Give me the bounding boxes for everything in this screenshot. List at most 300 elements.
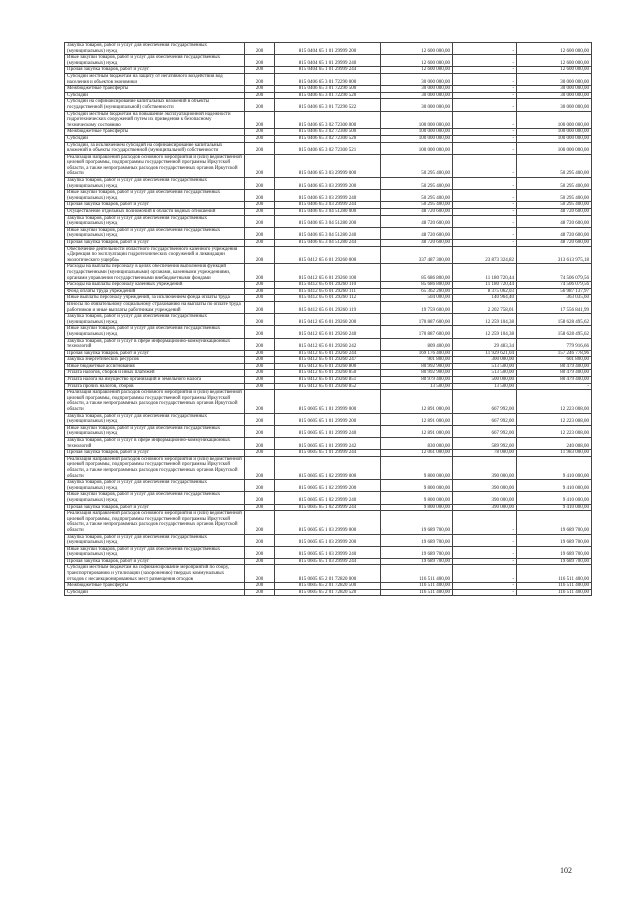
table-row — [65, 86, 592, 93]
row-name-cell: Осуществление отдельных полномочий в области водных отношений — [65, 209, 245, 216]
row-code-cell: 200 — [245, 338, 275, 350]
row-executed-amount-cell: 140 964,40 — [453, 295, 517, 302]
row-approved-amount-cell: 9 800 000,00 — [381, 504, 453, 511]
row-name-cell: Закупка товаров, работ и услуг в сфере информационно-коммуникационных технологий — [65, 438, 245, 450]
row-approved-amount-cell: 116 511 400,00 — [381, 583, 453, 590]
table-row — [65, 67, 592, 74]
row-executed-amount-cell: - — [453, 129, 517, 136]
row-approved-amount-cell: 19 689 700,00 — [381, 511, 453, 534]
table-row — [65, 425, 592, 437]
row-name-cell: Реализация направлений расходов основного мероприятия и (или) ведомственной целевой программы, подпрограммы государственной программы Иркутской области, а также непрограммных расходов государственных органов Иркутской области — [65, 154, 245, 177]
row-executed-amount-cell: 300 000,00 — [453, 357, 517, 364]
row-classification-code-cell: 815 0412 65 6 01 29260 200 — [275, 314, 381, 326]
table-row — [65, 215, 592, 227]
row-approved-amount-cell: 30 000 000,00 — [381, 86, 453, 93]
row-executed-amount-cell: 2 202 758,01 — [453, 301, 517, 313]
row-classification-code-cell: 815 0406 65 3 02 72300 500 — [275, 129, 381, 136]
row-code-cell: 200 — [245, 377, 275, 384]
row-executed-amount-cell: 667 992,00 — [453, 413, 517, 425]
row-name-cell: Закупка товаров, работ и услуг для обеспечения государственных (муниципальных) нужд — [65, 43, 245, 55]
row-executed-amount-cell: - — [453, 227, 517, 239]
row-code-cell: 200 — [245, 86, 275, 93]
row-code-cell: 200 — [245, 178, 275, 190]
row-name-cell: Уплата налога на имущество организаций и земельного налога — [65, 377, 245, 384]
row-classification-code-cell: 815 0406 65 3 04 51280 240 — [275, 227, 381, 239]
row-code-cell: 200 — [245, 154, 275, 177]
row-name-cell: Иные закупки товаров, работ и услуг для обеспечения государственных (муниципальных) нужд — [65, 55, 245, 67]
row-name-cell: Обеспечение деятельности областного государственного казенного учреждения «Дирекция по эксплуатации гидротехнических сооружений и ликвидации экологического ущерба» — [65, 246, 245, 264]
row-code-cell: 200 — [245, 492, 275, 504]
row-code-cell: 200 — [245, 202, 275, 209]
row-code-cell: 200 — [245, 534, 275, 546]
row-classification-code-cell: 815 0605 65 1 03 29999 200 — [275, 534, 381, 546]
row-classification-code-cell: 815 0412 65 6 01 29260 850 — [275, 370, 381, 377]
row-unexecuted-amount-cell: 100 000 000,00 — [517, 129, 592, 136]
row-name-cell: Прочая закупка товаров, работ и услуг — [65, 450, 245, 457]
row-executed-amount-cell: - — [453, 511, 517, 534]
row-classification-code-cell: 815 0605 65 1 01 29999 000 — [275, 390, 381, 413]
row-executed-amount-cell: - — [453, 202, 517, 209]
row-approved-amount-cell: 30 000 000,00 — [381, 92, 453, 99]
row-executed-amount-cell: - — [453, 190, 517, 202]
row-code-cell: 200 — [245, 111, 275, 129]
row-approved-amount-cell: 19 689 700,00 — [381, 546, 453, 558]
row-name-cell: Субсидии местным бюджетам на софинансирование мероприятий по сбору, транспортированию и утилизации (захоронению) твердых коммунальных отходов с несанкционированных мест размещения отходов — [65, 565, 245, 583]
row-executed-amount-cell: - — [453, 546, 517, 558]
row-unexecuted-amount-cell: 240 008,00 — [517, 438, 592, 450]
row-executed-amount-cell: 13 500,00 — [453, 383, 517, 390]
row-classification-code-cell: 815 0412 65 6 01 29260 852 — [275, 383, 381, 390]
row-code-cell: 200 — [245, 370, 275, 377]
row-unexecuted-amount-cell: 19 689 700,00 — [517, 534, 592, 546]
row-unexecuted-amount-cell: 9 410 000,00 — [517, 480, 592, 492]
table-row — [65, 456, 592, 479]
row-classification-code-cell: 815 0412 65 6 01 29260 110 — [275, 282, 381, 289]
table-row — [65, 511, 592, 534]
row-unexecuted-amount-cell: 9 410 000,00 — [517, 492, 592, 504]
table-row — [65, 338, 592, 350]
table-row — [65, 534, 592, 546]
row-classification-code-cell: 815 0406 65 3 02 72300 520 — [275, 135, 381, 142]
table-row — [65, 363, 592, 370]
row-code-cell: 200 — [245, 450, 275, 457]
row-unexecuted-amount-cell: 158 628 495,62 — [517, 314, 592, 326]
row-approved-amount-cell: 12 600 000,00 — [381, 67, 453, 74]
row-code-cell: 200 — [245, 282, 275, 289]
row-name-cell: Субсидии — [65, 135, 245, 142]
row-unexecuted-amount-cell: 19 689 700,00 — [517, 558, 592, 565]
row-code-cell: 200 — [245, 565, 275, 583]
row-approved-amount-cell: 12 061 000,00 — [381, 450, 453, 457]
row-code-cell: 200 — [245, 383, 275, 390]
row-classification-code-cell: 815 0605 65 1 02 29999 200 — [275, 480, 381, 492]
row-classification-code-cell: 815 0412 65 6 01 29260 119 — [275, 301, 381, 313]
row-unexecuted-amount-cell: 80 479 400,00 — [517, 363, 592, 370]
row-classification-code-cell: 815 0605 65 1 01 29999 244 — [275, 450, 381, 457]
row-executed-amount-cell: 390 000,00 — [453, 504, 517, 511]
row-code-cell: 200 — [245, 438, 275, 450]
row-executed-amount-cell: 11 929 621,04 — [453, 350, 517, 357]
row-unexecuted-amount-cell: 100 000 000,00 — [517, 111, 592, 129]
table-row — [65, 240, 592, 247]
row-code-cell: 200 — [245, 314, 275, 326]
row-approved-amount-cell: 85 686 800,00 — [381, 264, 453, 282]
row-code-cell: 200 — [245, 511, 275, 534]
row-approved-amount-cell: 169 176 400,00 — [381, 350, 453, 357]
row-code-cell: 200 — [245, 558, 275, 565]
row-approved-amount-cell: 50 295 400,00 — [381, 190, 453, 202]
row-code-cell: 200 — [245, 413, 275, 425]
row-classification-code-cell: 815 0605 65 1 01 29999 242 — [275, 438, 381, 450]
row-unexecuted-amount-cell: 158 628 495,62 — [517, 326, 592, 338]
row-unexecuted-amount-cell: 74 506 079,56 — [517, 264, 592, 282]
row-unexecuted-amount-cell: 9 410 000,00 — [517, 456, 592, 479]
row-code-cell: 200 — [245, 583, 275, 590]
row-name-cell: Взносы по обязательному социальному страхованию на выплаты по оплате труда работников и иные выплаты работникам учреждений — [65, 301, 245, 313]
table-row — [65, 227, 592, 239]
row-code-cell: 200 — [245, 456, 275, 479]
row-executed-amount-cell: 29 483,34 — [453, 338, 517, 350]
row-approved-amount-cell: 48 720 600,00 — [381, 240, 453, 247]
row-name-cell: Межбюджетные трансферты — [65, 583, 245, 590]
row-unexecuted-amount-cell: 11 983 000,00 — [517, 450, 592, 457]
row-classification-code-cell: 815 0412 65 6 01 29260 244 — [275, 350, 381, 357]
row-classification-code-cell: 815 0406 65 3 01 72290 522 — [275, 99, 381, 111]
row-name-cell: Межбюджетные трансферты — [65, 129, 245, 136]
row-executed-amount-cell: 589 992,00 — [453, 438, 517, 450]
row-unexecuted-amount-cell: 12 600 000,00 — [517, 55, 592, 67]
table-body — [65, 43, 592, 596]
row-code-cell: 200 — [245, 288, 275, 295]
budget-execution-table — [64, 42, 592, 596]
row-executed-amount-cell: - — [453, 209, 517, 216]
row-classification-code-cell: 815 0406 65 3 03 29999 244 — [275, 202, 381, 209]
row-classification-code-cell: 815 0412 65 6 01 29260 000 — [275, 246, 381, 264]
row-unexecuted-amount-cell: 48 720 600,00 — [517, 240, 592, 247]
row-code-cell: 200 — [245, 295, 275, 302]
row-approved-amount-cell: 100 000 000,00 — [381, 111, 453, 129]
row-executed-amount-cell: - — [453, 565, 517, 583]
row-executed-amount-cell: 78 000,00 — [453, 450, 517, 457]
row-approved-amount-cell: 65 362 200,00 — [381, 288, 453, 295]
row-name-cell: Закупка энергетических ресурсов — [65, 357, 245, 364]
row-classification-code-cell: 815 0412 65 6 01 29260 247 — [275, 357, 381, 364]
row-code-cell: 200 — [245, 357, 275, 364]
table-row — [65, 480, 592, 492]
row-unexecuted-amount-cell: 9 410 000,00 — [517, 504, 592, 511]
row-classification-code-cell: 815 0605 65 2 01 72820 000 — [275, 565, 381, 583]
row-approved-amount-cell: 170 887 600,00 — [381, 326, 453, 338]
row-name-cell: Фонд оплаты труда учреждений — [65, 288, 245, 295]
row-code-cell: 200 — [245, 264, 275, 282]
row-unexecuted-amount-cell: 30 000 000,00 — [517, 73, 592, 85]
row-unexecuted-amount-cell: 116 511 400,00 — [517, 589, 592, 596]
row-name-cell: Иные выплаты персоналу учреждений, за исключением фонда оплаты труда — [65, 295, 245, 302]
table-row — [65, 438, 592, 450]
row-code-cell: 200 — [245, 504, 275, 511]
row-classification-code-cell: 815 0406 65 3 03 29999 000 — [275, 154, 381, 177]
row-code-cell: 200 — [245, 142, 275, 154]
row-executed-amount-cell: 667 992,00 — [453, 425, 517, 437]
table-row — [65, 377, 592, 384]
row-code-cell: 200 — [245, 246, 275, 264]
table-row — [65, 314, 592, 326]
row-approved-amount-cell: 100 000 000,00 — [381, 129, 453, 136]
table-row — [65, 142, 592, 154]
row-name-cell: Реализация направлений расходов основного мероприятия и (или) ведомственной целевой программы, подпрограммы государственной программы Иркутской области, а также непрограммных расходов государственных органов Иркутской области — [65, 511, 245, 534]
row-executed-amount-cell: - — [453, 111, 517, 129]
row-approved-amount-cell: 48 720 600,00 — [381, 215, 453, 227]
row-name-cell: Прочая закупка товаров, работ и услуг — [65, 504, 245, 511]
row-classification-code-cell: 815 0404 65 1 01 29999 200 — [275, 43, 381, 55]
row-classification-code-cell: 815 0412 65 6 01 29260 800 — [275, 363, 381, 370]
row-classification-code-cell: 815 0406 65 3 01 72290 500 — [275, 86, 381, 93]
row-unexecuted-amount-cell: 48 720 600,00 — [517, 215, 592, 227]
row-executed-amount-cell: 513 500,00 — [453, 363, 517, 370]
table-row — [65, 492, 592, 504]
row-code-cell: 200 — [245, 67, 275, 74]
row-classification-code-cell: 815 0605 65 2 01 72820 500 — [275, 583, 381, 590]
row-executed-amount-cell: - — [453, 55, 517, 67]
row-unexecuted-amount-cell: 56 987 137,97 — [517, 288, 592, 295]
row-name-cell: Закупка товаров, работ и услуг для обеспечения государственных (муниципальных) нужд — [65, 215, 245, 227]
row-unexecuted-amount-cell: 30 000 000,00 — [517, 92, 592, 99]
row-code-cell: 200 — [245, 190, 275, 202]
row-executed-amount-cell: 12 259 104,38 — [453, 326, 517, 338]
table-row — [65, 129, 592, 136]
row-unexecuted-amount-cell: 157 246 778,96 — [517, 350, 592, 357]
row-name-cell: Закупка товаров, работ и услуг в сфере информационно-коммуникационных технологий — [65, 338, 245, 350]
row-approved-amount-cell: 9 800 000,00 — [381, 492, 453, 504]
row-classification-code-cell: 815 0406 65 3 01 72290 000 — [275, 73, 381, 85]
row-approved-amount-cell: 12 600 000,00 — [381, 55, 453, 67]
row-approved-amount-cell: 19 689 700,00 — [381, 534, 453, 546]
row-executed-amount-cell: 667 992,00 — [453, 390, 517, 413]
table-row — [65, 583, 592, 590]
row-unexecuted-amount-cell: 50 295 400,00 — [517, 202, 592, 209]
row-classification-code-cell: 815 0406 65 3 02 72300 000 — [275, 111, 381, 129]
table-row — [65, 43, 592, 55]
row-unexecuted-amount-cell: 50 295 400,00 — [517, 190, 592, 202]
table-row — [65, 73, 592, 85]
row-executed-amount-cell: 390 000,00 — [453, 480, 517, 492]
row-executed-amount-cell: 8 375 062,03 — [453, 288, 517, 295]
row-code-cell: 200 — [245, 326, 275, 338]
row-code-cell: 200 — [245, 209, 275, 216]
row-unexecuted-amount-cell: 80 479 400,00 — [517, 377, 592, 384]
row-executed-amount-cell: - — [453, 534, 517, 546]
row-classification-code-cell: 815 0605 65 1 02 29999 240 — [275, 492, 381, 504]
row-name-cell: Прочая закупка товаров, работ и услуг — [65, 558, 245, 565]
table-row — [65, 55, 592, 67]
row-code-cell: 200 — [245, 480, 275, 492]
row-executed-amount-cell: - — [453, 73, 517, 85]
row-name-cell: Прочая закупка товаров, работ и услуг — [65, 240, 245, 247]
row-approved-amount-cell: 170 887 600,00 — [381, 314, 453, 326]
row-classification-code-cell: 815 0404 65 1 01 29999 240 — [275, 55, 381, 67]
row-name-cell: Закупка товаров, работ и услуг для обеспечения государственных (муниципальных) нужд — [65, 413, 245, 425]
row-approved-amount-cell: 100 000 000,00 — [381, 142, 453, 154]
row-unexecuted-amount-cell: 100 000 000,00 — [517, 135, 592, 142]
table-row — [65, 99, 592, 111]
row-approved-amount-cell: 809 400,00 — [381, 338, 453, 350]
row-executed-amount-cell: 11 180 720,44 — [453, 282, 517, 289]
row-unexecuted-amount-cell: 12 600 000,00 — [517, 43, 592, 55]
row-code-cell: 200 — [245, 43, 275, 55]
row-unexecuted-amount-cell: 363 035,60 — [517, 295, 592, 302]
table-row — [65, 178, 592, 190]
row-executed-amount-cell: - — [453, 43, 517, 55]
table-row — [65, 450, 592, 457]
row-classification-code-cell: 815 0406 65 3 02 72300 521 — [275, 142, 381, 154]
row-classification-code-cell: 815 0605 65 1 03 29999 244 — [275, 558, 381, 565]
row-name-cell: Иные бюджетные ассигнования — [65, 363, 245, 370]
row-unexecuted-amount-cell: 80 479 400,00 — [517, 370, 592, 377]
row-name-cell: Реализация направлений расходов основного мероприятия и (или) ведомственной целевой программы, подпрограммы государственной программы Иркутской области, а также непрограммных расходов государственных органов Иркутской области — [65, 390, 245, 413]
row-unexecuted-amount-cell: 12 600 000,00 — [517, 67, 592, 74]
row-name-cell: Уплата налогов, сборов и иных платежей — [65, 370, 245, 377]
table-row — [65, 413, 592, 425]
table-row — [65, 246, 592, 264]
table-row — [65, 92, 592, 99]
row-approved-amount-cell: 85 686 800,00 — [381, 282, 453, 289]
row-executed-amount-cell: - — [453, 67, 517, 74]
row-classification-code-cell: 815 0412 65 6 01 29260 100 — [275, 264, 381, 282]
row-code-cell: 200 — [245, 363, 275, 370]
row-code-cell: 200 — [245, 92, 275, 99]
row-unexecuted-amount-cell: 12 223 008,00 — [517, 425, 592, 437]
row-unexecuted-amount-cell: 48 720 600,00 — [517, 227, 592, 239]
row-unexecuted-amount-cell: 48 720 600,00 — [517, 209, 592, 216]
row-executed-amount-cell: - — [453, 86, 517, 93]
row-unexecuted-amount-cell: 12 223 008,00 — [517, 413, 592, 425]
row-code-cell: 200 — [245, 55, 275, 67]
row-name-cell: Расходы на выплаты персоналу в целях обеспечения выполнения функций государственными (муниципальными) органами, казенными учреждениями, органами управления государственными внебюджетными фондами — [65, 264, 245, 282]
row-name-cell: Реализация направлений расходов основного мероприятия и (или) ведомственной целевой программы, подпрограммы государственной программы Иркутской области, а также непрограммных расходов государственных органов Иркутской области — [65, 456, 245, 479]
row-name-cell: Субсидии, за исключением субсидий на софинансирование капитальных вложений в объекты государственной (муниципальной) собственности — [65, 142, 245, 154]
row-approved-amount-cell: 80 992 900,00 — [381, 370, 453, 377]
row-classification-code-cell: 815 0412 65 6 01 29260 851 — [275, 377, 381, 384]
row-executed-amount-cell: 23 873 324,82 — [453, 246, 517, 264]
row-approved-amount-cell: 50 295 400,00 — [381, 178, 453, 190]
table-row — [65, 190, 592, 202]
row-approved-amount-cell: 30 000 000,00 — [381, 99, 453, 111]
row-code-cell: 200 — [245, 546, 275, 558]
row-code-cell: 200 — [245, 135, 275, 142]
row-name-cell: Прочая закупка товаров, работ и услуг — [65, 202, 245, 209]
table-row — [65, 202, 592, 209]
row-classification-code-cell: 815 0605 65 1 01 29999 240 — [275, 425, 381, 437]
row-classification-code-cell: 815 0406 65 3 03 29999 200 — [275, 178, 381, 190]
row-unexecuted-amount-cell: 74 506 079,56 — [517, 282, 592, 289]
row-approved-amount-cell: 116 511 400,00 — [381, 589, 453, 596]
row-unexecuted-amount-cell: 19 689 700,00 — [517, 546, 592, 558]
row-unexecuted-amount-cell: 12 223 008,00 — [517, 390, 592, 413]
row-name-cell: Иные закупки товаров, работ и услуг для обеспечения государственных (муниципальных) нужд — [65, 546, 245, 558]
row-executed-amount-cell: - — [453, 178, 517, 190]
row-approved-amount-cell: 48 720 600,00 — [381, 209, 453, 216]
row-executed-amount-cell: - — [453, 142, 517, 154]
row-executed-amount-cell: 390 000,00 — [453, 456, 517, 479]
row-name-cell: Иные закупки товаров, работ и услуг для обеспечения государственных (муниципальных) нужд — [65, 425, 245, 437]
row-approved-amount-cell: 12 600 000,00 — [381, 43, 453, 55]
row-code-cell: 200 — [245, 73, 275, 85]
row-executed-amount-cell: - — [453, 558, 517, 565]
row-executed-amount-cell: 12 259 104,38 — [453, 314, 517, 326]
row-classification-code-cell: 815 0605 65 2 01 72820 520 — [275, 589, 381, 596]
row-name-cell: Субсидии — [65, 589, 245, 596]
row-executed-amount-cell: - — [453, 240, 517, 247]
row-unexecuted-amount-cell: 50 295 400,00 — [517, 154, 592, 177]
table-row — [65, 546, 592, 558]
row-classification-code-cell: 815 0412 65 6 01 29260 242 — [275, 338, 381, 350]
row-approved-amount-cell: 12 891 000,00 — [381, 390, 453, 413]
table-row — [65, 565, 592, 583]
row-code-cell: 200 — [245, 227, 275, 239]
row-name-cell: Иные закупки товаров, работ и услуг для обеспечения государственных (муниципальных) нужд — [65, 492, 245, 504]
row-approved-amount-cell: 830 000,00 — [381, 438, 453, 450]
row-executed-amount-cell: - — [453, 154, 517, 177]
row-unexecuted-amount-cell: 17 556 841,99 — [517, 301, 592, 313]
row-name-cell: Иные закупки товаров, работ и услуг для обеспечения государственных (муниципальных) нужд — [65, 227, 245, 239]
row-approved-amount-cell: 30 000 000,00 — [381, 73, 453, 85]
row-approved-amount-cell: 337 487 300,00 — [381, 246, 453, 264]
row-name-cell: Закупка товаров, работ и услуг для обеспечения государственных (муниципальных) нужд — [65, 178, 245, 190]
row-name-cell: Расходы на выплаты персоналу казенных учреждений — [65, 282, 245, 289]
row-approved-amount-cell: 80 979 400,00 — [381, 377, 453, 384]
table-row — [65, 301, 592, 313]
row-executed-amount-cell: - — [453, 99, 517, 111]
row-code-cell: 200 — [245, 99, 275, 111]
table-row — [65, 390, 592, 413]
row-name-cell: Субсидии местным бюджетам на повышение эксплуатационной надежности гидротехнических сооружений путем их приведения к безопасному техническому состоянию — [65, 111, 245, 129]
row-classification-code-cell: 815 0412 65 6 01 29260 112 — [275, 295, 381, 302]
row-name-cell: Иные закупки товаров, работ и услуг для обеспечения государственных (муниципальных) нужд — [65, 190, 245, 202]
row-classification-code-cell: 815 0605 65 1 02 29999 244 — [275, 504, 381, 511]
row-approved-amount-cell: 19 759 600,00 — [381, 301, 453, 313]
row-executed-amount-cell: 11 180 720,44 — [453, 264, 517, 282]
row-unexecuted-amount-cell: 50 295 400,00 — [517, 178, 592, 190]
table-row — [65, 288, 592, 295]
row-classification-code-cell: 815 0605 65 1 03 29999 240 — [275, 546, 381, 558]
row-code-cell: 200 — [245, 301, 275, 313]
table-row — [65, 383, 592, 390]
row-classification-code-cell: 815 0605 65 1 03 29999 000 — [275, 511, 381, 534]
row-code-cell: 200 — [245, 215, 275, 227]
row-unexecuted-amount-cell: 313 613 975,18 — [517, 246, 592, 264]
row-approved-amount-cell: 19 689 700,00 — [381, 558, 453, 565]
table-row — [65, 135, 592, 142]
table-row — [65, 295, 592, 302]
row-unexecuted-amount-cell: 100 000 000,00 — [517, 142, 592, 154]
row-name-cell: Закупка товаров, работ и услуг для обеспечения государственных (муниципальных) нужд — [65, 480, 245, 492]
table-row — [65, 282, 592, 289]
row-unexecuted-amount-cell: - — [517, 383, 592, 390]
row-executed-amount-cell: - — [453, 135, 517, 142]
table-row — [65, 326, 592, 338]
table-row — [65, 370, 592, 377]
row-executed-amount-cell: - — [453, 583, 517, 590]
row-classification-code-cell: 815 0605 65 1 02 29999 000 — [275, 456, 381, 479]
row-code-cell: 200 — [245, 425, 275, 437]
row-name-cell: Субсидии — [65, 92, 245, 99]
row-classification-code-cell: 815 0605 65 1 01 29999 200 — [275, 413, 381, 425]
table-row — [65, 209, 592, 216]
row-name-cell: Межбюджетные трансферты — [65, 86, 245, 93]
row-unexecuted-amount-cell: 30 000 000,00 — [517, 99, 592, 111]
row-classification-code-cell: 815 0406 65 3 04 51280 244 — [275, 240, 381, 247]
row-classification-code-cell: 815 0406 65 3 03 29999 240 — [275, 190, 381, 202]
